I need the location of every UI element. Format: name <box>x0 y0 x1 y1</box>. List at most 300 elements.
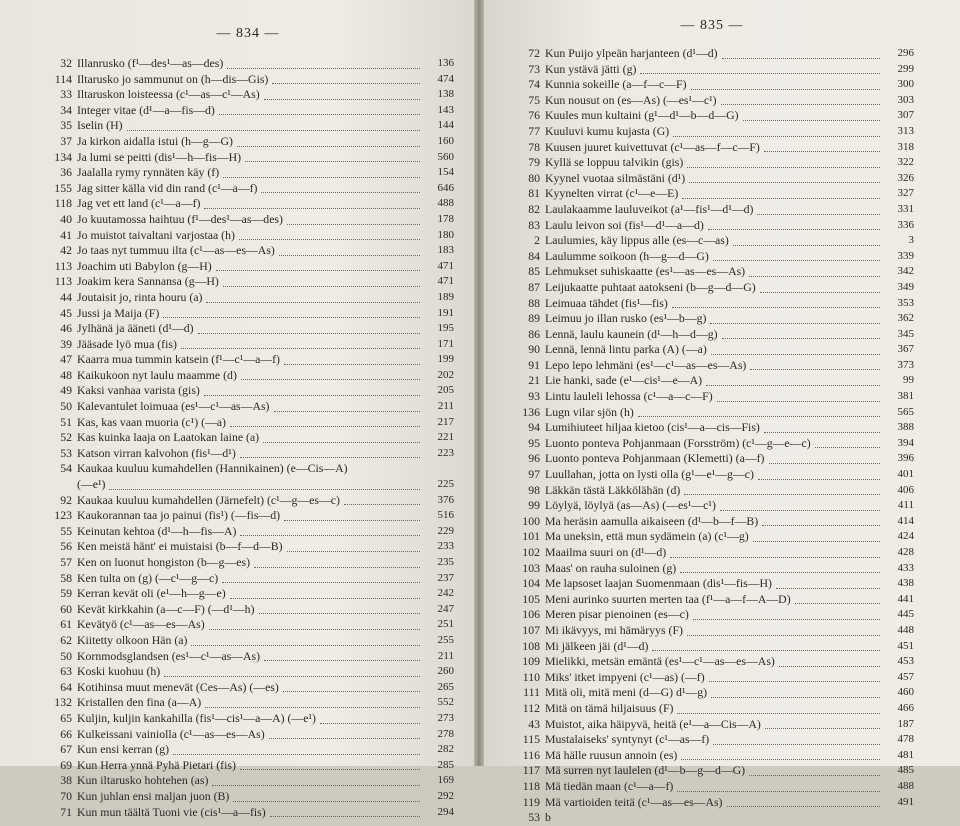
entry-title: b <box>545 810 551 825</box>
entry-title: Kaukaa kuuluu kumahdellen (Hannikainen) (e—Cis—A) <box>77 461 348 476</box>
entry-page: 401 <box>897 468 914 481</box>
dot-leader <box>691 88 880 90</box>
entry-page: 560 <box>437 150 454 163</box>
entry-page: 460 <box>897 686 914 699</box>
entry-number: 70 <box>60 788 72 803</box>
index-entry <box>42 633 454 649</box>
index-entry <box>42 711 454 727</box>
entry-page: 144 <box>437 119 454 132</box>
entry-page: 471 <box>437 259 454 272</box>
dot-leader <box>762 524 880 526</box>
entry-title: Kaksi vanhaa varista (gis) <box>77 383 200 398</box>
dot-leader <box>216 269 420 271</box>
entry-title: Joutaisit jo, rinta houru (a) <box>77 289 203 304</box>
index-entry <box>510 342 914 358</box>
entry-number: 50 <box>60 648 72 663</box>
entry-number: 44 <box>60 289 72 304</box>
dot-leader <box>677 712 880 714</box>
left-page-number: — 834 — <box>216 26 280 41</box>
entry-number: 102 <box>522 545 540 559</box>
dot-leader <box>720 509 880 511</box>
entry-title: Kas kuinka laaja on Laatokan laine (a) <box>77 430 260 445</box>
entry-page: 260 <box>437 665 454 678</box>
entry-title: Kaikukoon nyt laulu maamme (d) <box>77 367 237 382</box>
index-entry <box>510 373 914 389</box>
entry-page: 229 <box>437 524 454 537</box>
entry-number: 81 <box>528 186 540 201</box>
entry-title: Ma heräsin aamulla aikaiseen (d¹—b—f—B) <box>545 513 759 528</box>
index-entry <box>510 670 914 686</box>
entry-title: Iltarusko jo sammunut on (h—dis—Gis) <box>77 71 269 86</box>
entry-title: Laulu leivon soi (fis¹—d¹—a—d) <box>545 217 704 232</box>
entry-title: Mä hälle ruusun annoin (es) <box>545 747 678 762</box>
entry-page: 299 <box>897 62 914 75</box>
index-entry <box>42 399 454 415</box>
entry-number: 79 <box>528 155 540 170</box>
entry-number: 87 <box>528 279 540 294</box>
entry-title: Luullahan, jotta on lysti olla (g¹—e¹—g—c) <box>545 467 754 482</box>
entry-page: 99 <box>903 374 914 387</box>
entry-title: Katson virran kalvohon (fis¹—d¹) <box>77 445 236 460</box>
entry-title: Lie hanki, sade (e¹—cis¹—e—A) <box>545 373 703 388</box>
index-entry <box>42 524 454 540</box>
entry-title: Mitä oli, mitä meni (d—G) d¹—g) <box>545 685 708 700</box>
entry-title: Ken meistä hänt' ei muistaisi (b—f—d—B) <box>77 539 283 554</box>
dot-leader <box>710 322 880 324</box>
entry-title: Kun mun täältä Tuoni vie (cis¹—a—fis) <box>77 804 266 819</box>
entry-page: 195 <box>437 322 454 335</box>
dot-leader <box>204 207 420 209</box>
dot-leader <box>233 800 420 802</box>
index-entry <box>510 140 914 156</box>
entry-page: 221 <box>437 431 454 444</box>
entry-page: 235 <box>437 556 454 568</box>
dot-leader <box>344 503 420 505</box>
entry-number: 80 <box>528 170 540 185</box>
entry-title: Laulakaamme lauluveikot (a¹—fis¹—d¹—d) <box>545 201 754 216</box>
entry-page: 445 <box>897 608 914 621</box>
dot-leader <box>727 805 881 807</box>
index-entry <box>510 685 914 701</box>
dot-leader <box>722 337 880 339</box>
dot-leader <box>209 628 420 630</box>
entry-title: Kun juhlan ensi maljan juon (B) <box>77 788 230 803</box>
entry-page: 342 <box>897 265 914 278</box>
entry-number: 45 <box>60 305 72 320</box>
entry-title: Kun nousut on (es—As) (—es¹—c¹) <box>545 92 717 107</box>
index-entry <box>510 451 914 467</box>
entry-title: Keinutan kehtoa (d¹—h—fis—A) <box>77 523 237 538</box>
entry-title: Joakim kera Sannansa (g—H) <box>77 274 219 289</box>
entry-title: Kaukaa kuuluu kumahdellen (Järnefelt) (c¹—g—es—c) <box>77 492 340 507</box>
entry-page: 211 <box>437 649 454 662</box>
index-entry <box>510 405 914 421</box>
entry-title: Mä vartioiden teitä (c¹—as—es—As) <box>545 794 723 809</box>
entry-number: 155 <box>54 180 72 195</box>
dot-leader <box>713 743 880 745</box>
index-entry <box>510 280 914 296</box>
entry-title: Ken tulta on (g) (—c¹—g—c) <box>77 570 219 585</box>
entry-page: 453 <box>897 655 914 668</box>
dot-leader <box>240 768 420 770</box>
entry-number: 76 <box>528 108 540 123</box>
entry-title: Joachim uti Babylon (g—H) <box>77 258 212 273</box>
index-entry <box>42 695 454 711</box>
entry-title: Löylyä, löylyä (as—As) (—es¹—c¹) <box>545 498 716 513</box>
entry-page: 441 <box>897 592 914 605</box>
entry-number: 116 <box>522 747 540 762</box>
index-entry <box>42 368 454 384</box>
entry-title: Jussi ja Maija (F) <box>77 305 160 320</box>
dot-leader <box>722 57 880 59</box>
index-entry <box>510 576 914 592</box>
entry-page: 457 <box>897 670 914 683</box>
entry-page: 143 <box>437 103 454 116</box>
dot-leader <box>261 191 420 193</box>
index-entry <box>510 124 914 140</box>
dot-leader <box>163 316 420 318</box>
index-entry <box>510 810 914 826</box>
entry-number: 119 <box>522 794 540 809</box>
index-entry <box>510 77 914 93</box>
entry-title: Kaarra mua tummin katsein (f¹—c¹—a—f) <box>77 352 280 367</box>
dot-leader <box>815 446 880 448</box>
entry-page: 322 <box>897 156 914 169</box>
entry-number: 113 <box>54 274 72 289</box>
entry-page: 211 <box>437 400 454 413</box>
entry-number: 93 <box>528 389 540 404</box>
index-entry <box>510 296 914 312</box>
entry-title: Luonto ponteva Pohjanmaan (Klemetti) (a—f) <box>545 451 765 466</box>
dot-leader <box>259 612 421 614</box>
dot-leader <box>263 441 420 443</box>
entry-page: 491 <box>897 795 914 808</box>
entry-title: Lennä, lennä lintu parka (A) (—a) <box>545 342 707 357</box>
entry-title: Kuules mun kultaini (g¹—d¹—b—d—G) <box>545 108 739 123</box>
entry-number: 94 <box>528 420 540 435</box>
entry-page: 303 <box>897 93 914 106</box>
entry-page: 353 <box>897 296 914 309</box>
entry-number: 37 <box>60 133 72 148</box>
entry-number: 118 <box>522 778 540 793</box>
entry-title: Mä surren nyt laulelen (d¹—b—g—d—G) <box>545 763 746 778</box>
dot-leader <box>721 103 880 105</box>
entry-title: Meren pisar pienoinen (es—c) <box>545 607 689 622</box>
entry-page: 349 <box>897 280 914 293</box>
entry-number: 117 <box>522 763 540 778</box>
entry-title: Kevätyö (c¹—as—es—As) <box>77 617 205 632</box>
entry-number: 118 <box>54 196 72 211</box>
entry-number: 134 <box>54 149 72 164</box>
entry-title: Kun ystävä jätti (g) <box>545 61 637 76</box>
entry-page: 154 <box>437 166 454 179</box>
entry-number: 33 <box>60 87 72 102</box>
entry-title: Mä tiedän maan (c¹—a—f) <box>545 778 674 793</box>
dot-leader <box>287 223 420 225</box>
entry-number: 105 <box>522 591 540 606</box>
dot-leader <box>206 301 420 303</box>
index-entry <box>510 779 914 795</box>
entry-title: Jääsade lyö mua (fis) <box>77 336 177 351</box>
entry-title: (—e¹) <box>77 477 106 492</box>
dot-leader <box>776 587 880 589</box>
index-entry <box>42 430 454 446</box>
dot-leader <box>717 400 880 402</box>
entry-page: 318 <box>897 140 914 153</box>
index-entry <box>42 165 454 181</box>
entry-page: 178 <box>437 212 454 225</box>
index-entry <box>42 228 454 244</box>
entry-title: Lennä, laulu kaunein (d¹—h—d—g) <box>545 326 718 341</box>
entry-number: 98 <box>528 482 540 497</box>
entry-title: Kuusen juuret kuivettuvat (c¹—as—f—c—F) <box>545 139 760 154</box>
entry-number: 69 <box>60 757 72 772</box>
entry-number: 66 <box>60 726 72 741</box>
entry-title: Me lapsoset laajan Suomenmaan (dis¹—fis—H) <box>545 576 772 591</box>
entry-page: 247 <box>437 602 454 615</box>
dot-leader <box>711 353 880 355</box>
entry-title: Jo taas nyt tummuu ilta (c¹—as—es—As) <box>77 243 275 258</box>
entry-number: 82 <box>528 201 540 216</box>
entry-title: Kristallen den fina (a—A) <box>77 695 202 710</box>
entry-page: 424 <box>897 530 914 543</box>
dot-leader <box>241 378 420 380</box>
index-entry <box>510 748 914 764</box>
entry-number: 75 <box>528 92 540 107</box>
entry-page: 336 <box>897 218 914 231</box>
entry-page: 373 <box>897 358 914 371</box>
entry-number: 54 <box>60 461 72 476</box>
index-entry <box>510 607 914 623</box>
entry-number: 64 <box>60 679 72 694</box>
dot-leader <box>287 550 420 552</box>
dot-leader <box>750 368 880 370</box>
entry-number: 72 <box>528 46 540 60</box>
dot-leader <box>230 425 420 427</box>
dot-leader <box>240 534 420 536</box>
entry-title: Integer vitae (d¹—a—fis—d) <box>77 102 215 117</box>
index-entry <box>510 327 914 343</box>
index-entry <box>510 358 914 374</box>
entry-number: 73 <box>528 61 540 76</box>
entry-title: Jaalalla rymy rynnäten käy (f) <box>77 165 220 180</box>
entry-title: Lehmukset suhiskaatte (es¹—as—es—As) <box>545 264 746 279</box>
entry-number: 63 <box>60 664 72 679</box>
entry-page: 488 <box>897 779 914 792</box>
entry-number: 60 <box>60 601 72 616</box>
entry-page: 406 <box>897 483 914 496</box>
entry-page: 300 <box>897 78 914 91</box>
entry-page: 138 <box>437 88 454 101</box>
dot-leader <box>760 291 880 293</box>
dot-leader <box>212 784 420 786</box>
entry-title: Ken on luonut hongiston (b—g—es) <box>77 555 251 569</box>
index-entry <box>42 477 454 493</box>
entry-number: 52 <box>60 430 72 445</box>
entry-number: 109 <box>522 654 540 669</box>
entry-page: 394 <box>897 436 914 449</box>
entry-page: 331 <box>897 202 914 215</box>
entry-title: Kalevantulet loimuaa (es¹—c¹—as—As) <box>77 399 270 414</box>
entry-title: Muistot, aika häipyvä, heitä (e¹—a—Cis—A) <box>545 716 761 731</box>
dot-leader <box>223 176 420 178</box>
dot-leader <box>749 774 880 776</box>
entry-title: Lintu lauleli lehossa (c¹—a—c—F) <box>545 389 713 404</box>
index-entry <box>510 561 914 577</box>
index-entry <box>510 420 914 436</box>
dot-leader <box>283 690 420 692</box>
entry-page: 307 <box>897 109 914 122</box>
dot-leader <box>779 665 880 667</box>
index-entry <box>42 805 454 821</box>
entry-page: 292 <box>437 789 454 802</box>
index-entry <box>42 337 454 353</box>
index-entry <box>510 467 914 483</box>
entry-number: 36 <box>60 165 72 180</box>
dot-leader <box>638 415 880 417</box>
index-entry <box>42 664 454 680</box>
entry-number: 51 <box>60 414 72 429</box>
index-entry <box>510 218 914 234</box>
dot-leader <box>284 363 420 365</box>
dot-leader <box>237 145 420 147</box>
entry-number: 61 <box>60 617 72 632</box>
entry-number: 49 <box>60 383 72 398</box>
dot-leader <box>757 213 880 215</box>
entry-title: Kulkeissani vainiolla (c¹—as—es—As) <box>77 726 265 741</box>
index-entry <box>510 202 914 218</box>
entry-number: 35 <box>60 118 72 133</box>
entry-number: 55 <box>60 523 72 538</box>
entry-number: 59 <box>60 586 72 601</box>
entry-title: Kerran kevät oli (e¹—h—g—e) <box>77 586 226 601</box>
entry-title: Mi ikävyys, mi hämäryys (F) <box>545 622 683 637</box>
entry-title: Jag sitter källa vid din rand (c¹—a—f) <box>77 180 258 195</box>
entry-page: 414 <box>897 514 914 527</box>
dot-leader <box>204 394 420 396</box>
entry-page: 265 <box>437 680 454 693</box>
entry-number: 38 <box>60 773 72 788</box>
entry-page: 251 <box>437 618 454 631</box>
dot-leader <box>239 238 420 240</box>
dot-leader <box>240 456 420 458</box>
entry-page: 273 <box>437 711 454 724</box>
dot-leader <box>274 410 421 412</box>
entry-title: Lumihiuteet hiljaa kietoo (cis¹—a—cis—Fis) <box>545 420 760 435</box>
entry-page: 367 <box>897 343 914 356</box>
index-entry <box>510 62 914 78</box>
entry-page: 485 <box>897 764 914 777</box>
entry-number: 62 <box>60 632 72 647</box>
index-entry <box>42 321 454 337</box>
entry-page: 3 <box>908 234 914 247</box>
index-entry <box>42 306 454 322</box>
entry-page: 189 <box>437 290 454 303</box>
entry-title: Ja kirkon aidalla istui (h—g—G) <box>77 133 233 148</box>
entry-page: 223 <box>437 446 454 459</box>
entry-title: Läkkän tästä Läkkölähän (d) <box>545 482 681 497</box>
entry-title: Iltaruskon loisteessa (c¹—as—c¹—As) <box>77 87 260 102</box>
entry-title: Lepo lepo lehmäni (es¹—c¹—as—es—As) <box>545 357 747 372</box>
entry-number: 41 <box>60 227 72 242</box>
entry-title: Jo muistot taivaltani varjostaa (h) <box>77 227 235 242</box>
dot-leader <box>670 556 880 558</box>
entry-page: 448 <box>897 623 914 636</box>
index-entry <box>510 701 914 717</box>
dot-leader <box>687 166 880 168</box>
dot-leader <box>198 332 420 334</box>
index-entry <box>42 555 454 571</box>
entry-page: 646 <box>437 181 454 194</box>
index-entry <box>42 789 454 805</box>
entry-page: 237 <box>437 571 454 584</box>
dot-leader <box>749 275 880 277</box>
index-entry <box>510 108 914 124</box>
index-entry <box>510 436 914 452</box>
entry-title: Laulumme soikoon (h—g—d—G) <box>545 248 709 263</box>
dot-leader <box>765 727 880 729</box>
index-entry <box>42 212 454 228</box>
dot-leader <box>758 478 880 480</box>
entry-number: 99 <box>528 498 540 513</box>
entry-number: 90 <box>528 342 540 357</box>
index-entry <box>42 383 454 399</box>
entry-number: 86 <box>528 326 540 341</box>
entry-number: 85 <box>528 264 540 279</box>
index-entry <box>510 249 914 265</box>
dot-leader <box>681 758 880 760</box>
index-entry <box>42 352 454 368</box>
entry-number: 103 <box>522 560 540 575</box>
entry-number: 132 <box>54 695 72 710</box>
index-entry <box>510 717 914 733</box>
index-entry <box>42 742 454 758</box>
dot-leader <box>677 790 880 792</box>
entry-page: 396 <box>897 452 914 465</box>
entry-number: 91 <box>528 357 540 372</box>
index-entry <box>510 483 914 499</box>
dot-leader <box>264 98 420 100</box>
entry-number: 101 <box>522 529 540 544</box>
dot-leader <box>264 659 420 661</box>
index-entry <box>510 233 914 249</box>
dot-leader <box>682 197 880 199</box>
entry-number: 96 <box>528 451 540 466</box>
entry-number: 110 <box>522 669 540 684</box>
entry-number: 50 <box>60 399 72 414</box>
index-entry <box>510 46 914 62</box>
entry-title: Lugn vilar sjön (h) <box>545 404 634 419</box>
dot-leader <box>181 347 420 349</box>
entry-page: 339 <box>897 249 914 262</box>
entry-title: Kun Puijo ylpeän harjanteen (d¹—d) <box>545 46 718 60</box>
entry-page: 136 <box>437 57 454 69</box>
index-entry <box>42 56 454 72</box>
index-entry <box>510 623 914 639</box>
index-entry <box>42 727 454 743</box>
entry-title: Meni aurinko suurten merten taa (f¹—a—f—A—D) <box>545 591 791 606</box>
entry-title: Ja lumi se peitti (dis¹—h—fis—H) <box>77 149 242 164</box>
dot-leader <box>689 181 880 183</box>
entry-page: 411 <box>897 499 914 512</box>
index-entry <box>42 508 454 524</box>
entry-number: 107 <box>522 622 540 637</box>
entry-number: 42 <box>60 243 72 258</box>
entry-page: 285 <box>437 758 454 771</box>
index-entry <box>42 493 454 509</box>
index-entry <box>42 243 454 259</box>
entry-page: 488 <box>437 197 454 210</box>
